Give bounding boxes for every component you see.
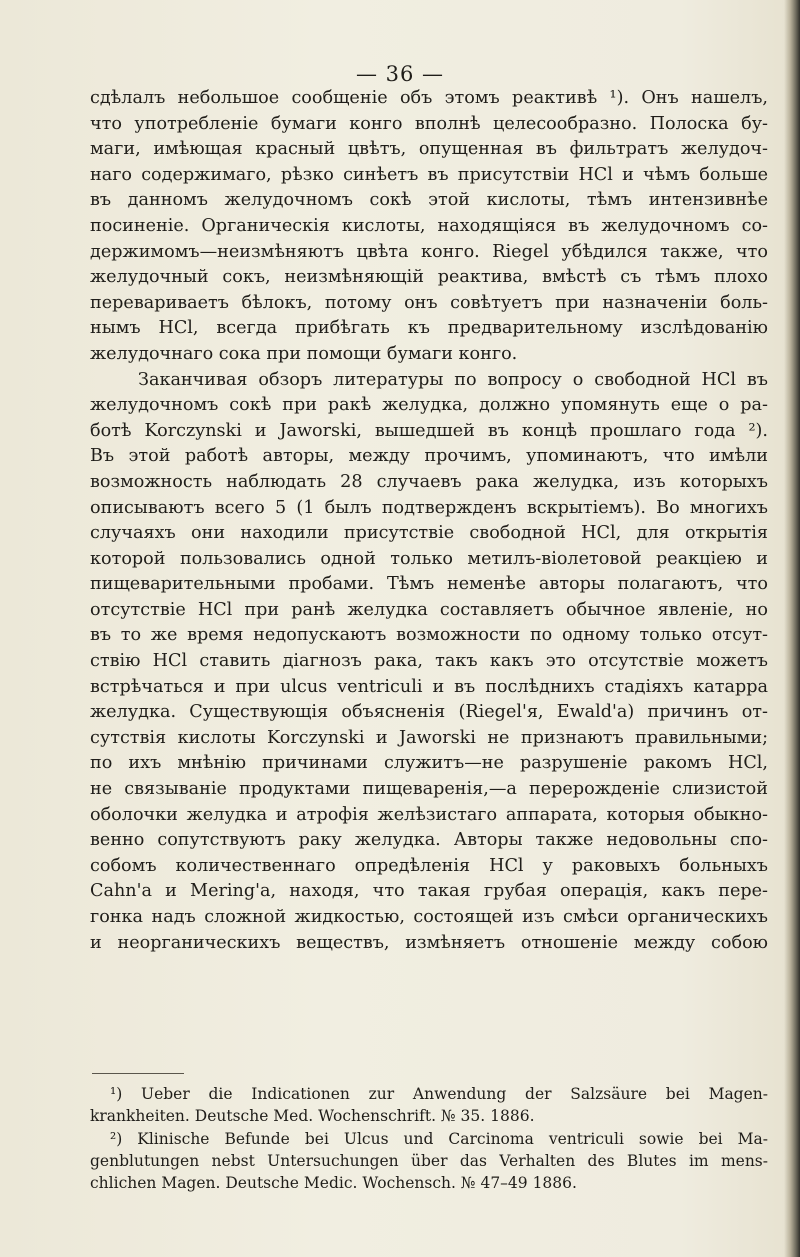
- text-line: не связываніе продуктами пищеваренія,—а перерожденіе слизистой: [90, 779, 768, 800]
- footnote-line: ²) Klinische Befunde bei Ulcus und Carcinoma ventriculi sowie bei Ma-: [110, 1129, 768, 1148]
- text-line: оболочки желудка и атрофія желѣзистаго аппарата, которыя обыкно-: [90, 804, 768, 825]
- text-line: гонка надъ сложной жидкостью, состоящей изъ смѣси органическихъ: [90, 907, 768, 927]
- text-line: желудка. Существующія объясненія (Riegel'я, Ewald'а) причинъ от-: [90, 702, 768, 723]
- text-line: маги, имѣющая красный цвѣтъ, опущенная въ фильтратъ желудоч-: [90, 139, 768, 160]
- text-line: встрѣчаться и при ulcus ventriculi и въ послѣднихъ стадіяхъ катарра: [90, 676, 768, 697]
- text-line: Cahn'а и Mering'а, находя, что такая грубая операція, какъ пере-: [90, 881, 768, 902]
- text-line: которой пользовались одной только метилъ-віолетовой реакціею и: [90, 548, 768, 569]
- text-line: возможность наблюдать 28 случаевъ рака желудка, изъ которыхъ: [90, 471, 768, 492]
- footnote-line: ¹) Ueber die Indicationen zur Anwendung der Salzsäure bei Magen-: [110, 1085, 768, 1103]
- text-line: держимомъ—неизмѣняютъ цвѣта конго. Riegel убѣдился также, что: [90, 241, 768, 262]
- page-edge-shadow: [784, 0, 800, 1257]
- text-line: по ихъ мнѣнію причинами служитъ—не разрушеніе ракомъ НСl,: [90, 753, 768, 774]
- text-line: пищеварительными пробами. Тѣмъ неменѣе авторы полагаютъ, что: [90, 574, 768, 595]
- text-line: описываютъ всего 5 (1 былъ подтвержденъ вскрытіемъ). Во многихъ: [90, 497, 768, 518]
- text-line: ствію НСl ставить діагнозъ рака, такъ какъ это отсутствіе можетъ: [90, 651, 768, 672]
- text-line: венно сопутствуютъ раку желудка. Авторы также недовольны спо-: [90, 830, 768, 851]
- footnote-line: krankheiten. Deutsche Med. Wochenschrift. № 35. 1886.: [90, 1107, 535, 1126]
- text-line: въ данномъ желудочномъ сокѣ этой кислоты, тѣмъ интензивнѣе: [90, 190, 768, 211]
- text-line: желудочный сокъ, неизмѣняющій реактива, вмѣстѣ съ тѣмъ плохо: [90, 267, 768, 288]
- text-line: отсутствіе НСl при ранѣ желудка составляетъ обычное явленіе, но: [90, 599, 768, 620]
- footnote-separator: [92, 1073, 184, 1074]
- page-number: — 36 —: [355, 62, 445, 86]
- text-line: Въ этой работѣ авторы, между прочимъ, упоминаютъ, что имѣли: [90, 446, 768, 467]
- text-line: желудочнаго сока при помощи бумаги конго.: [90, 343, 518, 364]
- main-text: [90, 86, 768, 956]
- text-line: желудочномъ сокѣ при ракѣ желудка, должно упомянуть еще о ра-: [90, 395, 768, 416]
- footnote-line: genblutungen nebst Untersuchungen über das Verhalten des Blutes im mens-: [90, 1151, 768, 1170]
- text-line: сдѣлалъ небольшое сообщеніе объ этомъ реактивѣ ¹). Онъ нашелъ,: [90, 88, 768, 108]
- text-line: собомъ количественнаго опредѣленія НСl у раковыхъ больныхъ: [90, 855, 768, 876]
- paragraph-start-line: Заканчивая обзоръ литературы по вопросу о свободной НСl въ: [138, 369, 768, 390]
- text-line: случаяхъ они находили присутствіе свободной НСl, для открытія: [90, 523, 768, 544]
- text-line: нымъ НСl, всегда прибѣгать къ предварительному изслѣдованію: [90, 318, 768, 339]
- text-line: и неорганическихъ веществъ, измѣняетъ отношеніе между собою: [90, 932, 768, 953]
- text-line: перевариваетъ бѣлокъ, потому онъ совѣтуетъ при назначеніи боль-: [90, 292, 768, 313]
- text-line: что употребленіе бумаги конго вполнѣ целесообразно. Полоска бу-: [90, 113, 768, 134]
- footnotes: [90, 1083, 768, 1194]
- text-line: въ то же время недопускаютъ возможности по одному только отсут-: [90, 625, 768, 646]
- text-line: сутствія кислоты Korczynski и Jaworski не признаютъ правильными;: [90, 727, 768, 748]
- text-line: посиненіе. Органическія кислоты, находящіяся въ желудочномъ со-: [90, 215, 768, 236]
- footnote-line: chlichen Magen. Deutsche Medic. Wochensch. № 47–49 1886.: [90, 1174, 577, 1193]
- text-line: наго содержимаго, рѣзко синѣетъ въ присутствіи НСl и чѣмъ больше: [90, 164, 768, 185]
- text-line: ботѣ Korczynski и Jaworski, вышедшей въ концѣ прошлаго года ²).: [90, 420, 768, 441]
